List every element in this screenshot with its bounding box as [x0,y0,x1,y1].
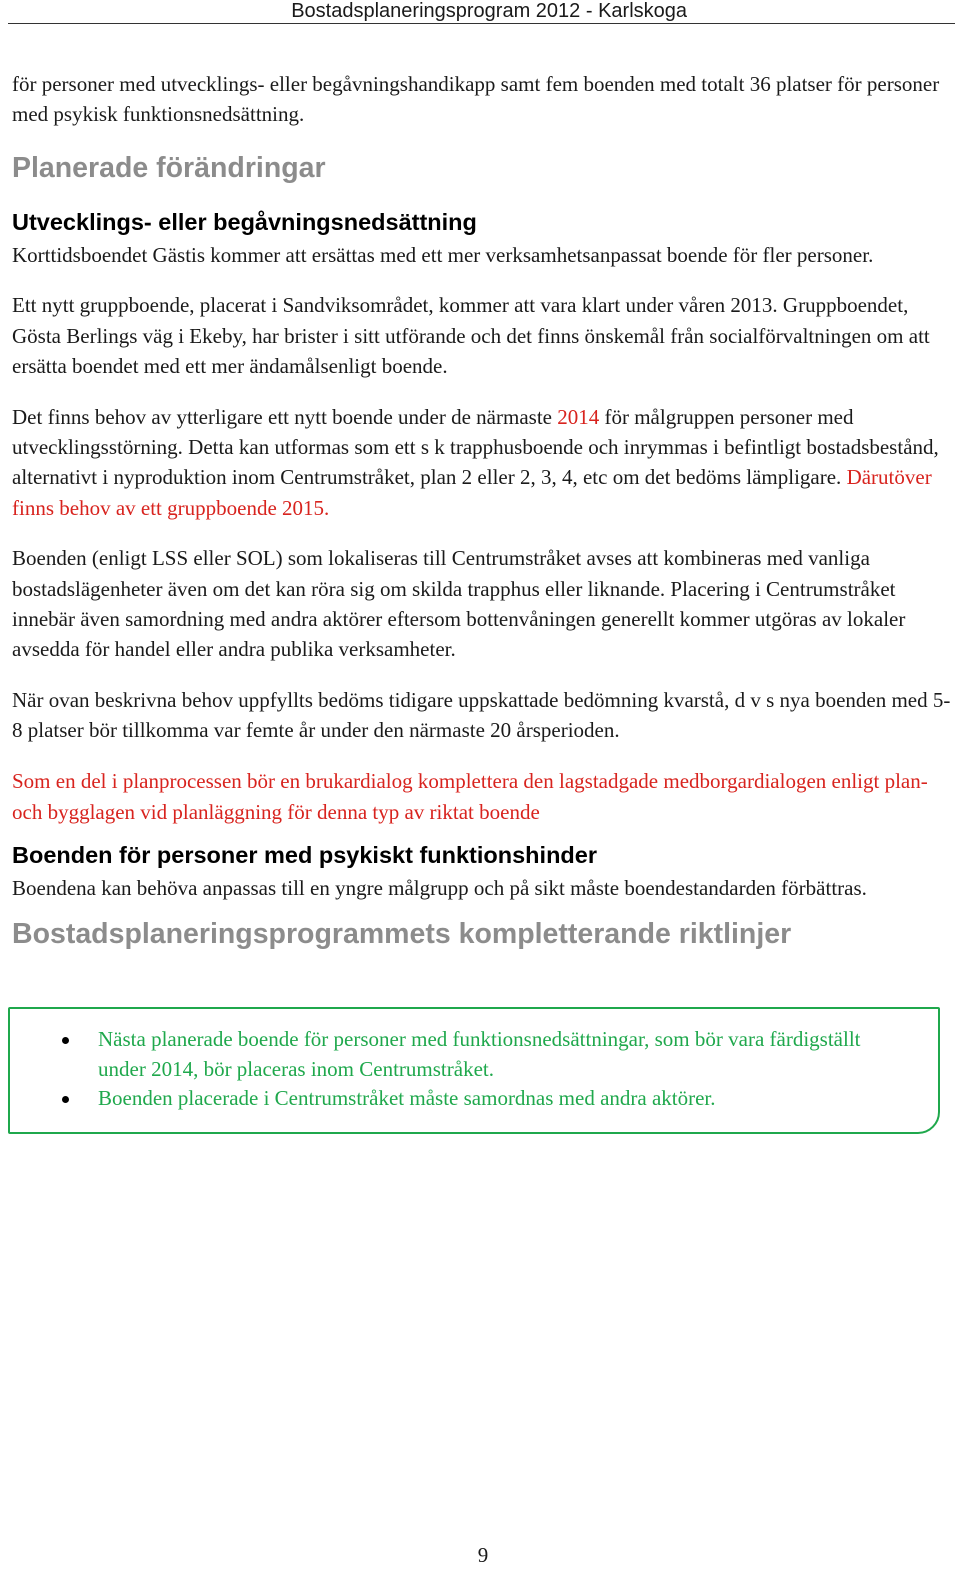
page-header [0,0,960,26]
intro-paragraph: för personer med utvecklings- eller begåvningshandikapp samt fem boenden med totalt 36 platser för personer med psykisk funktionsnedsättning. [12,72,940,127]
guideline-item [10,1025,938,1084]
page-number: 9 [477,1543,489,1567]
guidelines-list [10,1025,938,1114]
main-content [12,69,952,951]
paragraph-housing-standard: Boendena kan behöva anpassas till en yngre målgrupp och på sikt måste boendestandarden förbättras. [12,875,867,900]
paragraph-additional-housing-need [12,402,952,523]
subheading-developmental-disability: Utvecklings- eller begåvningsnedsättning [12,208,477,235]
header-divider [8,23,955,24]
para3-text-b: för målgruppen personer med utvecklingsstörning. Detta kan utformas som ett s k trapphusboende och inrymmas i befintligt bostadsbestånd, alternativt i nyproduktion inom Centrumstråket, plan 2 eller 2, 3, 4, etc om det bedöms lämpligare. [12,404,939,490]
bullet-icon [62,1096,69,1103]
section-heading-planned-changes: Planerade förändringar [12,151,326,184]
guideline-text: Nästa planerade boende för personer med funktionsnedsättningar, som bör vara färdigställt under 2014, bör placeras inom Centrumstråket. [98,1027,861,1081]
paragraph-centrumstraket: Boenden (enligt LSS eller SOL) som lokaliseras till Centrumstråket avses att kombineras med vanliga bostadslägenheter även om det kan röra sig om skilda trapphus eller liknande. Placering i Centrumstråket innebär även samordning med andra aktörer eftersom bottenvåningen generellt kommer utgöras av lokaler avsedda för handel eller andra publika verksamheter. [12,546,906,662]
para3-red-tail: Därutöver finns behov av ett gruppboende 2015. [12,465,932,520]
para3-text-a: Det finns behov av ytterligare ett nytt boende under de närmaste [12,404,558,429]
para3-red-year: 2014 [557,404,600,429]
header-title: Bostadsplaneringsprogram 2012 - Karlskoga [291,0,687,22]
section-heading-guidelines: Bostadsplaneringsprogrammets kompletterande riktlinjer [12,918,792,951]
paragraph-short-term-housing: Korttidsboendet Gästis kommer att ersättas med ett mer verksamhetsanpassat boende för fler personer. [12,242,874,267]
bullet-icon [62,1037,69,1044]
guidelines-box [8,1007,940,1134]
subheading-psychiatric-disability: Boenden för personer med psykiskt funktionshinder [12,841,597,868]
guideline-text: Boenden placerade i Centrumstråket måste samordnas med andra aktörer. [98,1086,716,1110]
guideline-item [10,1084,938,1114]
paragraph-future-needs: När ovan beskrivna behov uppfyllts bedöms tidigare uppskattade bedömning kvarstå, d v s nya boenden med 5-8 platser bör tillkomma var femte år under den närmaste 20 årsperioden. [12,688,951,743]
paragraph-user-dialogue: Som en del i planprocessen bör en brukardialog komplettera den lagstadgade medborgardialogen enligt plan- och bygglagen vid planläggning för denna typ av riktat boende [12,769,928,824]
paragraph-new-group-housing: Ett nytt gruppboende, placerat i Sandviksområdet, kommer att vara klart under våren 2013. Gruppboendet, Gösta Berlings väg i Ekeby, har brister i sitt utförande och det finns önskemål från socialförvaltningen om att ersätta boendet med ett mer ändamålsenligt boende. [12,293,930,378]
